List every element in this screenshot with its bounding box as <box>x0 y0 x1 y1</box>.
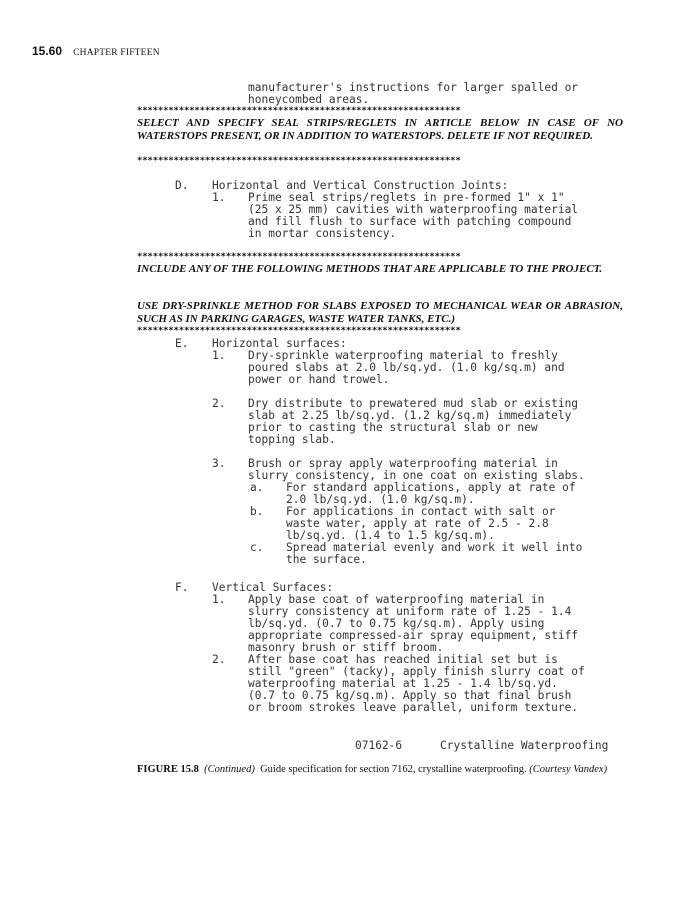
body-line: (0.7 to 0.75 kg/sq.m). Apply so that final brush <box>248 689 572 702</box>
item-number: 1. <box>212 593 226 606</box>
sub-item-label: a. <box>250 481 264 494</box>
body-line: honeycombed areas. <box>248 93 370 106</box>
body-line: slurry consistency, in one coat on existing slabs. <box>248 469 585 482</box>
body-line: manufacturer's instructions for larger spalled or <box>248 81 579 94</box>
body-line: Dry-sprinkle waterproofing material to freshly <box>248 349 558 362</box>
body-line: in mortar consistency. <box>248 227 397 240</box>
body-line: and fill flush to surface with patching compound <box>248 215 572 228</box>
editor-note: INCLUDE ANY OF THE FOLLOWING METHODS THAT ARE APPLICABLE TO THE PROJECT. <box>137 263 603 275</box>
body-line: Dry distribute to prewatered mud slab or existing <box>248 397 579 410</box>
separator-stars: ************************************************************** <box>137 252 461 262</box>
editor-note: USE DRY-SPRINKLE METHOD FOR SLABS EXPOSED TO MECHANICAL WEAR OR ABRASION, SUCH AS IN PARKING GARAGES, WASTE WATER TANKS, ETC.) <box>137 300 623 325</box>
separator-stars: ************************************************************** <box>137 156 461 166</box>
body-line: power or hand trowel. <box>248 373 390 386</box>
body-line: waste water, apply at rate of 2.5 - 2.8 <box>286 517 549 530</box>
footer-section-title: Crystalline Waterproofing <box>440 739 609 752</box>
body-line: poured slabs at 2.0 lb/sq.yd. (1.0 kg/sq.m) and <box>248 361 565 374</box>
body-line: Prime seal strips/reglets in pre-formed 1" x 1" <box>248 191 565 204</box>
separator-stars: ************************************************************** <box>137 106 461 116</box>
editor-note: SELECT AND SPECIFY SEAL STRIPS/REGLETS IN ARTICLE BELOW IN CASE OF NO WATERSTOPS PRESENT, OR IN ADDITION TO WATERSTOPS. DELETE IF NOT REQUIRED. <box>137 117 623 142</box>
body-line: Spread material evenly and work it well into <box>286 541 583 554</box>
item-number: 1. <box>212 191 226 204</box>
chapter-title: CHAPTER FIFTEEN <box>73 48 160 58</box>
section-title: Horizontal surfaces: <box>212 337 347 350</box>
page-number: 15.60 <box>32 44 63 58</box>
body-line: prior to casting the structural slab or new <box>248 421 538 434</box>
body-line: waterproofing material at 1.25 - 1.4 lb/sq.yd. <box>248 677 558 690</box>
body-line: After base coat has reached initial set but is <box>248 653 558 666</box>
item-number: 2. <box>212 397 226 410</box>
caption-text: Guide specification for section 7162, crystalline waterproofing. <box>260 764 527 775</box>
figure-label: FIGURE 15.8 <box>137 764 199 775</box>
separator-stars: ************************************************************** <box>137 326 461 336</box>
section-label: D. <box>175 179 189 192</box>
body-line: Brush or spray apply waterproofing material in <box>248 457 558 470</box>
body-line: Apply base coat of waterproofing material in <box>248 593 545 606</box>
body-line: still "green" (tacky), apply finish slurry coat of <box>248 665 585 678</box>
body-line: appropriate compressed-air spray equipment, stiff <box>248 629 579 642</box>
body-line: slurry consistency at uniform rate of 1.25 - 1.4 <box>248 605 572 618</box>
body-line: For applications in contact with salt or <box>286 505 556 518</box>
figure-caption <box>137 763 627 776</box>
sub-item-label: b. <box>250 505 264 518</box>
body-line: slab at 2.25 lb/sq.yd. (1.2 kg/sq.m) immediately <box>248 409 572 422</box>
item-number: 1. <box>212 349 226 362</box>
body-line: lb/sq.yd. (1.4 to 1.5 kg/sq.m). <box>286 529 495 542</box>
body-line: or broom strokes leave parallel, uniform texture. <box>248 701 579 714</box>
body-line: 2.0 lb/sq.yd. (1.0 kg/sq.m). <box>286 493 475 506</box>
body-line: the surface. <box>286 553 367 566</box>
sub-item-label: c. <box>250 541 264 554</box>
body-line: topping slab. <box>248 433 336 446</box>
section-title: Vertical Surfaces: <box>212 581 334 594</box>
section-title: Horizontal and Vertical Construction Joints: <box>212 179 509 192</box>
caption-courtesy: (Courtesy Vandex) <box>529 764 608 775</box>
body-line: lb/sq.yd. (0.7 to 0.75 kg/sq.m). Apply using <box>248 617 545 630</box>
footer-section-number: 07162-6 <box>355 739 403 752</box>
item-number: 3. <box>212 457 226 470</box>
body-line: (25 x 25 mm) cavities with waterproofing material <box>248 203 579 216</box>
section-label: F. <box>175 581 189 594</box>
continued-label: (Continued) <box>204 764 255 775</box>
item-number: 2. <box>212 653 226 666</box>
body-line: masonry brush or stiff broom. <box>248 641 444 654</box>
page-header <box>32 44 160 58</box>
body-line: For standard applications, apply at rate of <box>286 481 576 494</box>
section-label: E. <box>175 337 189 350</box>
